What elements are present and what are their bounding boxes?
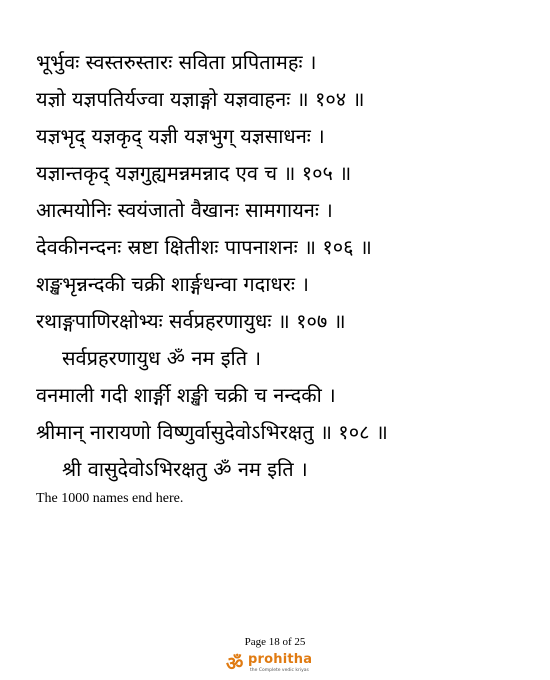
verse-line: यज्ञभृद् यज्ञकृद् यज्ञी यज्ञभुग् यज्ञसाधनः । — [36, 124, 325, 148]
verse-line: भूर्भुवः स्वस्तरुस्तारः सविता प्रपितामहः । — [36, 50, 317, 74]
om-logo-icon: ॐ — [226, 653, 244, 675]
closing-invocation-line: श्री वासुदेवोऽभिरक्षतु ॐ नम इति । — [62, 457, 308, 481]
closing-invocation-line: सर्वप्रहरणायुध ॐ नम इति । — [62, 346, 262, 370]
verse-line: देवकीनन्दनः स्रष्टा क्षितीशः पापनाशनः ॥ १०६ ॥ — [36, 235, 372, 259]
logo-wordmark: prohitha — [248, 652, 313, 667]
verse-line: रथाङ्गपाणिरक्षोभ्यः सर्वप्रहरणायुधः ॥ १०७ ॥ — [36, 309, 346, 333]
verse-line: यज्ञान्तकृद् यज्ञगुह्यमन्नमन्नाद एव च ॥ १०५ ॥ — [36, 161, 352, 185]
verse-line: श्रीमान् नारायणो विष्णुर्वासुदेवोऽभिरक्षतु ॥ १०८ ॥ — [36, 420, 388, 444]
prohitha-logo — [226, 652, 336, 676]
verse-line: शङ्खभृन्नन्दकी चक्री शार्ङ्गधन्वा गदाधरः । — [36, 272, 309, 296]
verse-block — [36, 44, 536, 488]
logo-tagline: the Complete vedic kriyas — [250, 668, 309, 673]
verse-line: वनमाली गदी शार्ङ्गी शङ्खी चक्री च नन्दकी । — [36, 383, 336, 407]
verse-line: यज्ञो यज्ञपतिर्यज्वा यज्ञाङ्गो यज्ञवाहनः ॥ १०४ ॥ — [36, 87, 365, 111]
page-number: Page 18 of 25 — [244, 636, 306, 648]
end-note: The 1000 names end here. — [36, 491, 184, 506]
verse-line: आत्मयोनिः स्वयंजातो वैखानः सामगायनः । — [36, 198, 333, 222]
